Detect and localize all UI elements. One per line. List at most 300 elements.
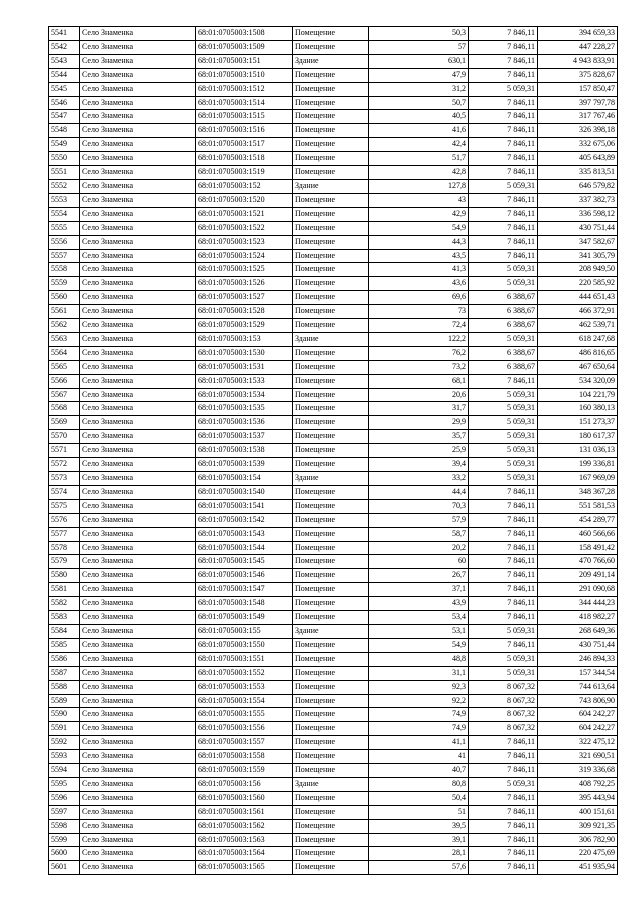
specific-value-cell: 5 059,31 [469, 666, 538, 680]
row-number-cell: 5559 [49, 277, 80, 291]
cadastral-number-cell: 68:01:0705003:151 [196, 54, 293, 68]
area-cell: 26,7 [369, 569, 469, 583]
settlement-name-cell: Село Знаменка [80, 416, 196, 430]
cadastral-value-cell: 405 643,89 [538, 152, 618, 166]
cadastral-value-cell: 604 242,27 [538, 722, 618, 736]
object-type-cell: Помещение [293, 249, 369, 263]
row-number-cell: 5567 [49, 388, 80, 402]
row-number-cell: 5588 [49, 680, 80, 694]
object-type-cell: Помещение [293, 555, 369, 569]
cadastral-value-cell: 220 585,92 [538, 277, 618, 291]
area-cell: 41 [369, 750, 469, 764]
settlement-name-cell: Село Знаменка [80, 652, 196, 666]
area-cell: 40,5 [369, 110, 469, 124]
settlement-name-cell: Село Знаменка [80, 305, 196, 319]
table-row [49, 666, 618, 680]
cadastral-value-cell: 534 320,09 [538, 374, 618, 388]
row-number-cell: 5594 [49, 764, 80, 778]
cadastral-value-cell: 551 581,53 [538, 499, 618, 513]
cadastral-number-cell: 68:01:0705003:1520 [196, 193, 293, 207]
settlement-name-cell: Село Знаменка [80, 472, 196, 486]
cadastral-number-cell: 68:01:0705003:1515 [196, 110, 293, 124]
cadastral-number-cell: 68:01:0705003:155 [196, 624, 293, 638]
table-row [49, 499, 618, 513]
specific-value-cell: 7 846,11 [469, 27, 538, 41]
cadastral-value-cell: 306 782,90 [538, 833, 618, 847]
row-number-cell: 5573 [49, 472, 80, 486]
table-row [49, 513, 618, 527]
object-type-cell: Здание [293, 472, 369, 486]
area-cell: 41,6 [369, 124, 469, 138]
cadastral-number-cell: 68:01:0705003:1526 [196, 277, 293, 291]
cadastral-value-cell: 344 444,23 [538, 597, 618, 611]
settlement-name-cell: Село Знаменка [80, 819, 196, 833]
row-number-cell: 5558 [49, 263, 80, 277]
table-row [49, 680, 618, 694]
specific-value-cell: 7 846,11 [469, 750, 538, 764]
table-row [49, 430, 618, 444]
settlement-name-cell: Село Знаменка [80, 555, 196, 569]
row-number-cell: 5581 [49, 583, 80, 597]
settlement-name-cell: Село Знаменка [80, 277, 196, 291]
settlement-name-cell: Село Знаменка [80, 624, 196, 638]
table-row [49, 138, 618, 152]
object-type-cell: Помещение [293, 666, 369, 680]
cadastral-number-cell: 68:01:0705003:152 [196, 179, 293, 193]
area-cell: 76,2 [369, 346, 469, 360]
object-type-cell: Помещение [293, 360, 369, 374]
cadastral-value-cell: 322 475,12 [538, 736, 618, 750]
settlement-name-cell: Село Знаменка [80, 221, 196, 235]
settlement-name-cell: Село Знаменка [80, 694, 196, 708]
table-row [49, 319, 618, 333]
specific-value-cell: 8 067,32 [469, 680, 538, 694]
cadastral-number-cell: 68:01:0705003:1557 [196, 736, 293, 750]
settlement-name-cell: Село Знаменка [80, 764, 196, 778]
row-number-cell: 5563 [49, 332, 80, 346]
object-type-cell: Помещение [293, 583, 369, 597]
object-type-cell: Помещение [293, 82, 369, 96]
row-number-cell: 5555 [49, 221, 80, 235]
cadastral-number-cell: 68:01:0705003:1531 [196, 360, 293, 374]
settlement-name-cell: Село Знаменка [80, 791, 196, 805]
object-type-cell: Помещение [293, 319, 369, 333]
specific-value-cell: 7 846,11 [469, 847, 538, 861]
area-cell: 35,7 [369, 430, 469, 444]
table-row [49, 555, 618, 569]
area-cell: 41,1 [369, 736, 469, 750]
specific-value-cell: 7 846,11 [469, 597, 538, 611]
specific-value-cell: 7 846,11 [469, 235, 538, 249]
area-cell: 43,6 [369, 277, 469, 291]
table-row [49, 569, 618, 583]
cadastral-number-cell: 68:01:0705003:1546 [196, 569, 293, 583]
specific-value-cell: 7 846,11 [469, 193, 538, 207]
row-number-cell: 5546 [49, 96, 80, 110]
settlement-name-cell: Село Знаменка [80, 319, 196, 333]
table-row [49, 96, 618, 110]
area-cell: 39,1 [369, 833, 469, 847]
area-cell: 44,3 [369, 235, 469, 249]
table-row [49, 54, 618, 68]
cadastral-value-cell: 454 289,77 [538, 513, 618, 527]
row-number-cell: 5560 [49, 291, 80, 305]
area-cell: 74,9 [369, 708, 469, 722]
object-type-cell: Помещение [293, 861, 369, 875]
row-number-cell: 5596 [49, 791, 80, 805]
settlement-name-cell: Село Знаменка [80, 346, 196, 360]
specific-value-cell: 7 846,11 [469, 764, 538, 778]
specific-value-cell: 7 846,11 [469, 221, 538, 235]
area-cell: 31,7 [369, 402, 469, 416]
table-row [49, 764, 618, 778]
settlement-name-cell: Село Знаменка [80, 541, 196, 555]
settlement-name-cell: Село Знаменка [80, 82, 196, 96]
settlement-name-cell: Село Знаменка [80, 54, 196, 68]
table-row [49, 777, 618, 791]
specific-value-cell: 7 846,11 [469, 166, 538, 180]
object-type-cell: Здание [293, 624, 369, 638]
settlement-name-cell: Село Знаменка [80, 138, 196, 152]
row-number-cell: 5552 [49, 179, 80, 193]
object-type-cell: Помещение [293, 485, 369, 499]
cadastral-value-cell: 395 443,94 [538, 791, 618, 805]
object-type-cell: Помещение [293, 221, 369, 235]
row-number-cell: 5589 [49, 694, 80, 708]
cadastral-number-cell: 68:01:0705003:1534 [196, 388, 293, 402]
table-row [49, 652, 618, 666]
cadastral-number-cell: 68:01:0705003:1517 [196, 138, 293, 152]
cadastral-number-cell: 68:01:0705003:1563 [196, 833, 293, 847]
cadastral-number-cell: 68:01:0705003:1554 [196, 694, 293, 708]
specific-value-cell: 5 059,31 [469, 179, 538, 193]
specific-value-cell: 5 059,31 [469, 430, 538, 444]
settlement-name-cell: Село Знаменка [80, 708, 196, 722]
area-cell: 40,7 [369, 764, 469, 778]
cadastral-value-cell: 158 491,42 [538, 541, 618, 555]
row-number-cell: 5595 [49, 777, 80, 791]
specific-value-cell: 7 846,11 [469, 96, 538, 110]
cadastral-value-cell: 336 598,12 [538, 207, 618, 221]
settlement-name-cell: Село Знаменка [80, 263, 196, 277]
cadastral-value-cell: 220 475,69 [538, 847, 618, 861]
settlement-name-cell: Село Знаменка [80, 291, 196, 305]
settlement-name-cell: Село Знаменка [80, 40, 196, 54]
specific-value-cell: 5 059,31 [469, 472, 538, 486]
area-cell: 57,9 [369, 513, 469, 527]
settlement-name-cell: Село Знаменка [80, 680, 196, 694]
row-number-cell: 5551 [49, 166, 80, 180]
specific-value-cell: 8 067,32 [469, 708, 538, 722]
object-type-cell: Помещение [293, 764, 369, 778]
cadastral-number-cell: 68:01:0705003:1560 [196, 791, 293, 805]
table-row [49, 444, 618, 458]
settlement-name-cell: Село Знаменка [80, 513, 196, 527]
object-type-cell: Помещение [293, 833, 369, 847]
cadastral-value-cell: 268 649,36 [538, 624, 618, 638]
specific-value-cell: 7 846,11 [469, 485, 538, 499]
cadastral-number-cell: 68:01:0705003:1545 [196, 555, 293, 569]
row-number-cell: 5557 [49, 249, 80, 263]
area-cell: 42,4 [369, 138, 469, 152]
area-cell: 92,2 [369, 694, 469, 708]
object-type-cell: Помещение [293, 346, 369, 360]
settlement-name-cell: Село Знаменка [80, 805, 196, 819]
row-number-cell: 5565 [49, 360, 80, 374]
table-row [49, 124, 618, 138]
specific-value-cell: 7 846,11 [469, 861, 538, 875]
settlement-name-cell: Село Знаменка [80, 861, 196, 875]
cadastral-number-cell: 68:01:0705003:1512 [196, 82, 293, 96]
area-cell: 37,1 [369, 583, 469, 597]
cadastral-value-cell: 332 675,06 [538, 138, 618, 152]
object-type-cell: Помещение [293, 138, 369, 152]
row-number-cell: 5579 [49, 555, 80, 569]
table-row [49, 708, 618, 722]
row-number-cell: 5586 [49, 652, 80, 666]
area-cell: 53,4 [369, 611, 469, 625]
table-row [49, 221, 618, 235]
cadastral-number-cell: 68:01:0705003:1538 [196, 444, 293, 458]
cadastral-number-cell: 68:01:0705003:1524 [196, 249, 293, 263]
settlement-name-cell: Село Знаменка [80, 249, 196, 263]
cadastral-number-cell: 68:01:0705003:1550 [196, 638, 293, 652]
settlement-name-cell: Село Знаменка [80, 430, 196, 444]
object-type-cell: Помещение [293, 694, 369, 708]
cadastral-number-cell: 68:01:0705003:1539 [196, 458, 293, 472]
row-number-cell: 5548 [49, 124, 80, 138]
cadastral-number-cell: 68:01:0705003:154 [196, 472, 293, 486]
cadastral-number-cell: 68:01:0705003:1528 [196, 305, 293, 319]
object-type-cell: Помещение [293, 458, 369, 472]
object-type-cell: Помещение [293, 96, 369, 110]
cadastral-value-cell: 199 336,81 [538, 458, 618, 472]
object-type-cell: Помещение [293, 277, 369, 291]
row-number-cell: 5585 [49, 638, 80, 652]
settlement-name-cell: Село Знаменка [80, 777, 196, 791]
specific-value-cell: 5 059,31 [469, 777, 538, 791]
object-type-cell: Помещение [293, 27, 369, 41]
cadastral-number-cell: 68:01:0705003:1565 [196, 861, 293, 875]
table-row [49, 193, 618, 207]
object-type-cell: Помещение [293, 263, 369, 277]
cadastral-number-cell: 68:01:0705003:1537 [196, 430, 293, 444]
settlement-name-cell: Село Знаменка [80, 750, 196, 764]
area-cell: 68,1 [369, 374, 469, 388]
table-row [49, 152, 618, 166]
cadastral-number-cell: 68:01:0705003:1553 [196, 680, 293, 694]
row-number-cell: 5562 [49, 319, 80, 333]
cadastral-number-cell: 68:01:0705003:1533 [196, 374, 293, 388]
specific-value-cell: 5 059,31 [469, 82, 538, 96]
settlement-name-cell: Село Знаменка [80, 611, 196, 625]
object-type-cell: Помещение [293, 235, 369, 249]
settlement-name-cell: Село Знаменка [80, 27, 196, 41]
cadastral-value-cell: 317 767,46 [538, 110, 618, 124]
settlement-name-cell: Село Знаменка [80, 332, 196, 346]
table-row [49, 597, 618, 611]
document-page [48, 26, 618, 875]
row-number-cell: 5570 [49, 430, 80, 444]
object-type-cell: Помещение [293, 527, 369, 541]
cadastral-value-cell: 646 579,82 [538, 179, 618, 193]
row-number-cell: 5583 [49, 611, 80, 625]
cadastral-number-cell: 68:01:0705003:1509 [196, 40, 293, 54]
table-row [49, 472, 618, 486]
table-row [49, 249, 618, 263]
area-cell: 51 [369, 805, 469, 819]
object-type-cell: Помещение [293, 68, 369, 82]
table-row [49, 861, 618, 875]
area-cell: 31,1 [369, 666, 469, 680]
row-number-cell: 5590 [49, 708, 80, 722]
cadastral-value-cell: 309 921,35 [538, 819, 618, 833]
specific-value-cell: 7 846,11 [469, 207, 538, 221]
settlement-name-cell: Село Знаменка [80, 638, 196, 652]
table-row [49, 416, 618, 430]
table-row [49, 791, 618, 805]
settlement-name-cell: Село Знаменка [80, 444, 196, 458]
area-cell: 72,4 [369, 319, 469, 333]
row-number-cell: 5561 [49, 305, 80, 319]
area-cell: 43,9 [369, 597, 469, 611]
table-body [49, 27, 618, 875]
row-number-cell: 5564 [49, 346, 80, 360]
object-type-cell: Помещение [293, 416, 369, 430]
cadastral-number-cell: 68:01:0705003:1561 [196, 805, 293, 819]
cadastral-number-cell: 68:01:0705003:1559 [196, 764, 293, 778]
specific-value-cell: 6 388,67 [469, 360, 538, 374]
settlement-name-cell: Село Знаменка [80, 569, 196, 583]
object-type-cell: Помещение [293, 750, 369, 764]
cadastral-value-cell: 347 582,67 [538, 235, 618, 249]
specific-value-cell: 7 846,11 [469, 54, 538, 68]
cadastral-number-cell: 68:01:0705003:1529 [196, 319, 293, 333]
object-type-cell: Помещение [293, 444, 369, 458]
cadastral-value-cell: 157 344,54 [538, 666, 618, 680]
specific-value-cell: 7 846,11 [469, 374, 538, 388]
area-cell: 54,9 [369, 221, 469, 235]
specific-value-cell: 7 846,11 [469, 249, 538, 263]
settlement-name-cell: Село Знаменка [80, 388, 196, 402]
object-type-cell: Помещение [293, 513, 369, 527]
row-number-cell: 5544 [49, 68, 80, 82]
table-row [49, 805, 618, 819]
specific-value-cell: 5 059,31 [469, 402, 538, 416]
table-row [49, 179, 618, 193]
row-number-cell: 5587 [49, 666, 80, 680]
cadastral-value-cell: 444 651,43 [538, 291, 618, 305]
specific-value-cell: 7 846,11 [469, 513, 538, 527]
settlement-name-cell: Село Знаменка [80, 166, 196, 180]
specific-value-cell: 5 059,31 [469, 332, 538, 346]
row-number-cell: 5568 [49, 402, 80, 416]
area-cell: 28,1 [369, 847, 469, 861]
settlement-name-cell: Село Знаменка [80, 110, 196, 124]
object-type-cell: Помещение [293, 374, 369, 388]
row-number-cell: 5566 [49, 374, 80, 388]
area-cell: 53,1 [369, 624, 469, 638]
object-type-cell: Помещение [293, 722, 369, 736]
row-number-cell: 5543 [49, 54, 80, 68]
row-number-cell: 5553 [49, 193, 80, 207]
table-row [49, 736, 618, 750]
cadastral-value-cell: 400 151,61 [538, 805, 618, 819]
area-cell: 73,2 [369, 360, 469, 374]
area-cell: 51,7 [369, 152, 469, 166]
object-type-cell: Помещение [293, 388, 369, 402]
area-cell: 44,4 [369, 485, 469, 499]
table-row [49, 402, 618, 416]
specific-value-cell: 8 067,32 [469, 722, 538, 736]
object-type-cell: Помещение [293, 166, 369, 180]
area-cell: 42,9 [369, 207, 469, 221]
row-number-cell: 5576 [49, 513, 80, 527]
area-cell: 50,4 [369, 791, 469, 805]
cadastral-number-cell: 68:01:0705003:1552 [196, 666, 293, 680]
cadastral-number-cell: 68:01:0705003:1564 [196, 847, 293, 861]
table-row [49, 235, 618, 249]
row-number-cell: 5545 [49, 82, 80, 96]
cadastral-value-cell: 151 273,37 [538, 416, 618, 430]
specific-value-cell: 7 846,11 [469, 638, 538, 652]
specific-value-cell: 7 846,11 [469, 569, 538, 583]
area-cell: 74,9 [369, 722, 469, 736]
area-cell: 48,8 [369, 652, 469, 666]
object-type-cell: Помещение [293, 638, 369, 652]
settlement-name-cell: Село Знаменка [80, 597, 196, 611]
settlement-name-cell: Село Знаменка [80, 499, 196, 513]
cadastral-value-cell: 451 935,94 [538, 861, 618, 875]
settlement-name-cell: Село Знаменка [80, 152, 196, 166]
row-number-cell: 5542 [49, 40, 80, 54]
area-cell: 57,6 [369, 861, 469, 875]
settlement-name-cell: Село Знаменка [80, 374, 196, 388]
settlement-name-cell: Село Знаменка [80, 124, 196, 138]
specific-value-cell: 5 059,31 [469, 458, 538, 472]
cadastral-number-cell: 68:01:0705003:1558 [196, 750, 293, 764]
specific-value-cell: 7 846,11 [469, 110, 538, 124]
specific-value-cell: 7 846,11 [469, 40, 538, 54]
cadastral-value-cell: 131 036,13 [538, 444, 618, 458]
cadastral-value-cell: 744 613,64 [538, 680, 618, 694]
cadastral-number-cell: 68:01:0705003:1548 [196, 597, 293, 611]
area-cell: 54,9 [369, 638, 469, 652]
table-row [49, 207, 618, 221]
cadastral-number-cell: 68:01:0705003:1530 [196, 346, 293, 360]
settlement-name-cell: Село Знаменка [80, 179, 196, 193]
cadastral-number-cell: 68:01:0705003:1519 [196, 166, 293, 180]
cadastral-value-cell: 375 828,67 [538, 68, 618, 82]
row-number-cell: 5584 [49, 624, 80, 638]
cadastral-number-cell: 68:01:0705003:1510 [196, 68, 293, 82]
cadastral-number-cell: 68:01:0705003:1547 [196, 583, 293, 597]
cadastral-value-cell: 447 228,27 [538, 40, 618, 54]
settlement-name-cell: Село Знаменка [80, 666, 196, 680]
table-row [49, 694, 618, 708]
settlement-name-cell: Село Знаменка [80, 485, 196, 499]
table-row [49, 110, 618, 124]
specific-value-cell: 7 846,11 [469, 791, 538, 805]
cadastral-value-cell: 397 797,78 [538, 96, 618, 110]
table-row [49, 458, 618, 472]
cadastral-number-cell: 68:01:0705003:1514 [196, 96, 293, 110]
row-number-cell: 5575 [49, 499, 80, 513]
table-row [49, 624, 618, 638]
settlement-name-cell: Село Знаменка [80, 527, 196, 541]
cadastral-value-cell: 430 751,44 [538, 221, 618, 235]
cadastral-value-cell: 208 949,50 [538, 263, 618, 277]
